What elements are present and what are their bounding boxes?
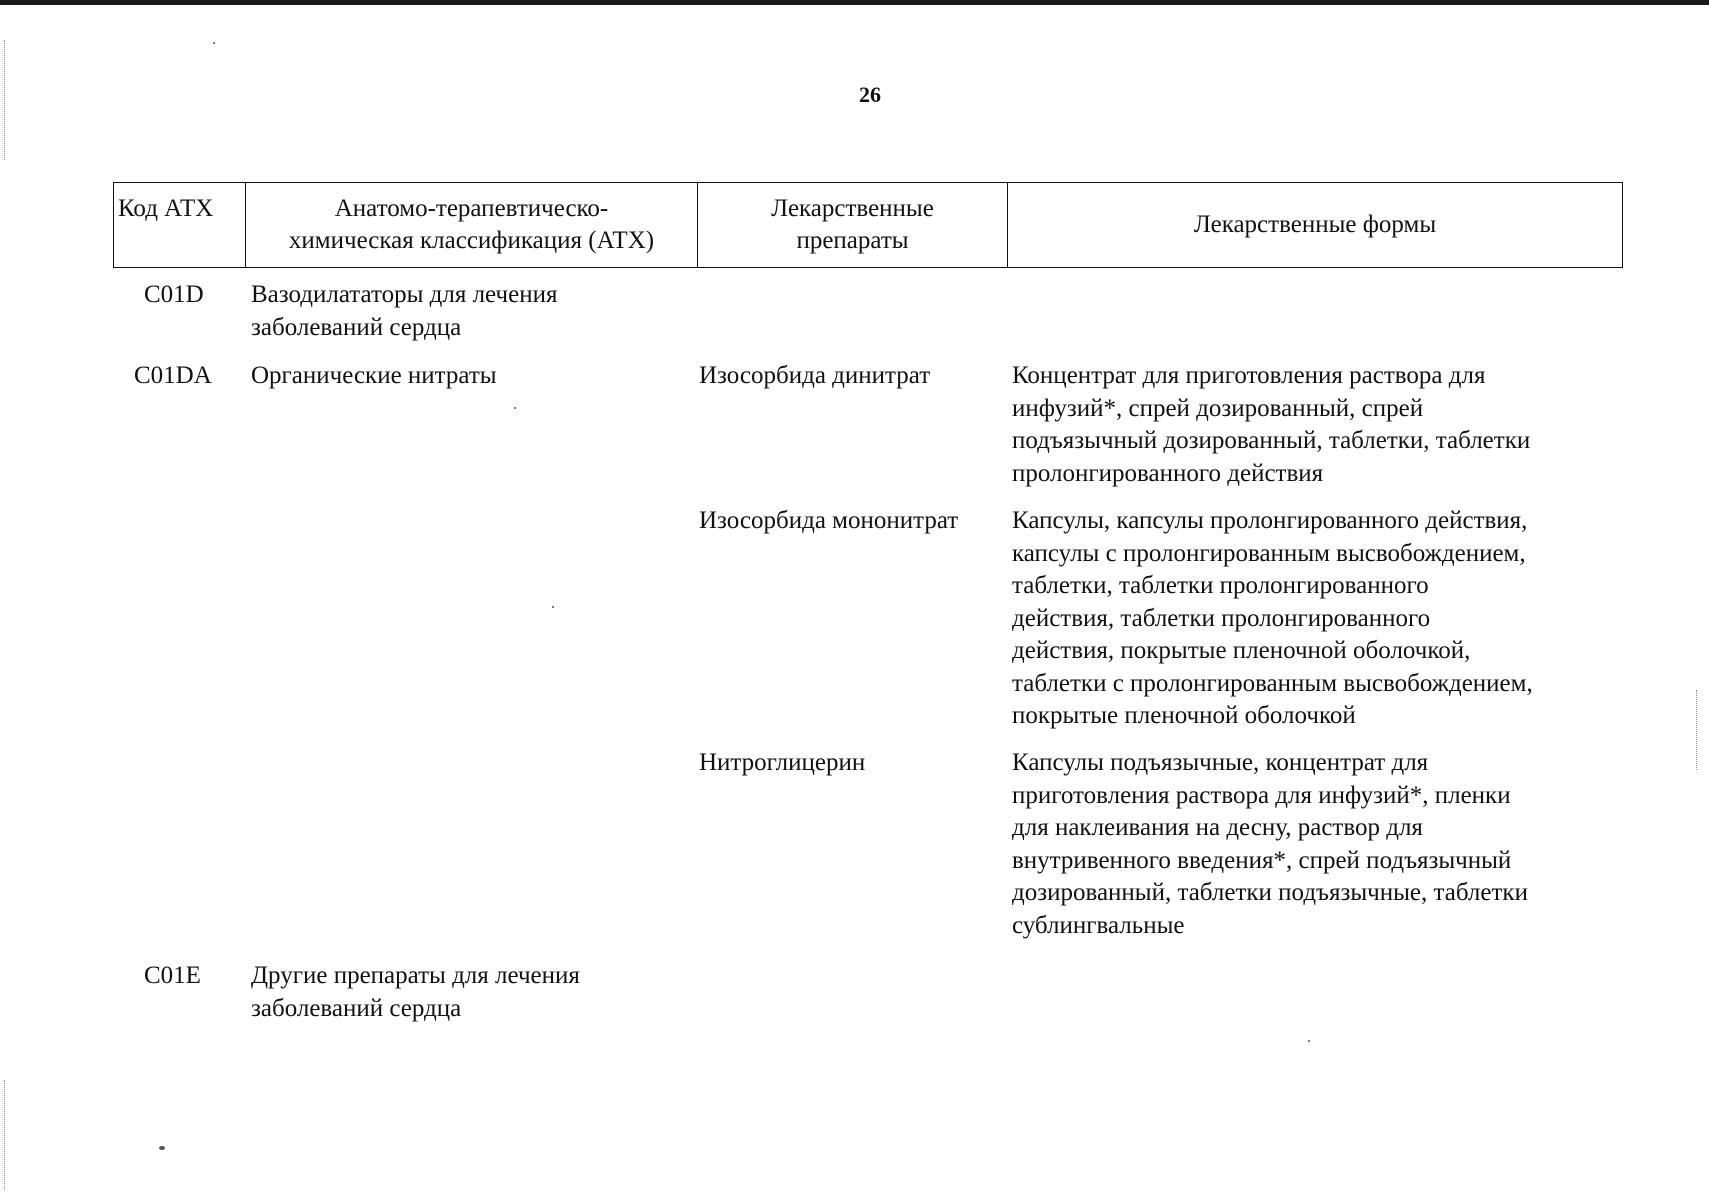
table-header — [113, 182, 1623, 268]
scan-speck — [159, 1146, 165, 1150]
scan-top-edge — [0, 0, 1709, 5]
row-forms — [1012, 747, 1528, 942]
scan-edge-noise — [1696, 690, 1697, 770]
header-forms — [1008, 183, 1623, 268]
header-row — [114, 183, 1623, 268]
classification-line: Органические нитраты — [251, 362, 497, 389]
row-code: C01DA — [134, 362, 212, 389]
scan-speck — [1308, 1040, 1310, 1042]
classification-line: Вазодилататоры для лечения — [251, 281, 558, 308]
classification-line: Другие препараты для лечения — [251, 962, 580, 989]
scan-speck — [552, 606, 554, 608]
row-classification — [251, 279, 557, 344]
forms-line: таблетки с пролонгированным высвобождением, — [1012, 669, 1533, 697]
forms-line: действия, таблетки пролонгированного — [1012, 604, 1431, 632]
forms-line: подъязычный дозированный, таблетки, таблетки — [1012, 427, 1531, 454]
scan-edge-noise — [4, 1080, 5, 1190]
header-classification-line: Анатомо-терапевтическо- — [334, 195, 609, 222]
header-drugs — [698, 183, 1008, 268]
row-forms — [1012, 505, 1533, 733]
row-drug: Изосорбида динитрат — [699, 362, 931, 389]
row-classification — [251, 960, 580, 1025]
classification-line: заболеваний сердца — [251, 313, 462, 341]
forms-line: приготовления раствора для инфузий*, пленки — [1012, 781, 1511, 809]
forms-line: сублингвальные — [1012, 911, 1185, 939]
page-number: 26 — [859, 82, 881, 107]
forms-line: для наклеивания на десну, раствор для — [1012, 814, 1423, 841]
forms-line: дозированный, таблетки подъязычные, таблетки — [1012, 879, 1528, 906]
forms-line: Капсулы, капсулы пролонгированного действия, — [1012, 507, 1528, 534]
row-drug: Нитроглицерин — [699, 749, 866, 776]
header-drugs-line: Лекарственные — [771, 195, 934, 222]
row-classification — [251, 360, 497, 393]
header-code — [114, 183, 246, 268]
forms-line: внутривенного введения*, спрей подъязычный — [1012, 846, 1512, 874]
forms-line: капсулы с пролонгированным высвобождением, — [1012, 539, 1526, 567]
header-classification-line: химическая классификация (АТХ) — [288, 227, 655, 254]
row-forms — [1012, 360, 1530, 490]
header-classification — [246, 183, 698, 268]
scan-speck — [213, 42, 215, 44]
scan-edge-noise — [4, 40, 5, 160]
header-drugs-line: препараты — [796, 227, 909, 254]
forms-line: пролонгированного действия — [1012, 459, 1324, 487]
header-forms-label: Лекарственные формы — [1193, 211, 1437, 238]
forms-line: таблетки, таблетки пролонгированного — [1012, 572, 1429, 599]
forms-line: инфузий*, спрей дозированный, спрей — [1012, 394, 1424, 422]
forms-line: Капсулы подъязычные, концентрат для — [1012, 749, 1429, 776]
scan-speck — [514, 407, 516, 409]
row-code: C01D — [144, 281, 204, 308]
forms-line: действия, покрытые пленочной оболочкой, — [1012, 637, 1471, 664]
row-drug: Изосорбида мононитрат — [699, 507, 959, 534]
classification-line: заболеваний сердца — [251, 994, 462, 1022]
forms-line: покрытые пленочной оболочкой — [1012, 702, 1356, 729]
header-code-label: Код АТХ — [118, 195, 214, 222]
row-code: C01E — [144, 962, 201, 989]
forms-line: Концентрат для приготовления раствора для — [1012, 362, 1486, 389]
